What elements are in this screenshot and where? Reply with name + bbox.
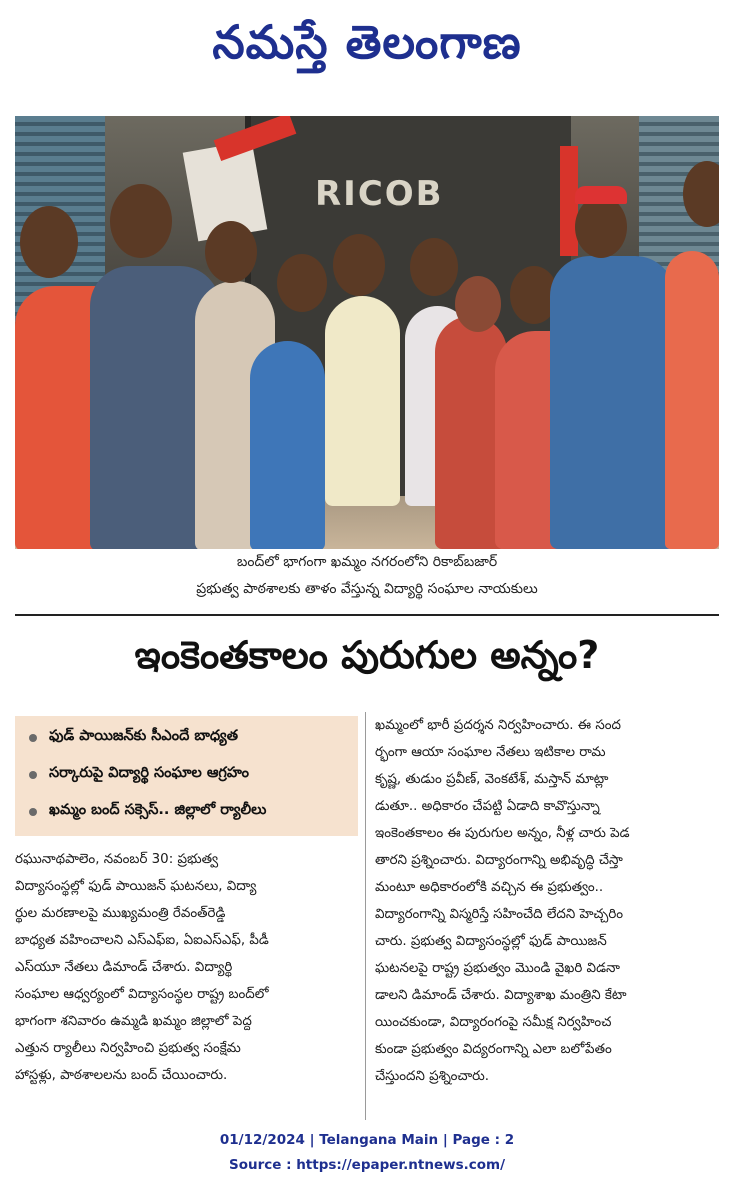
bullet-icon: [29, 734, 37, 742]
article-line: తారని ప్రశ్నించారు. విద్యారంగాన్ని అభివృద్ధి చేస్తా: [375, 853, 623, 868]
bullet-icon: [29, 771, 37, 779]
photo-person-head: [575, 196, 627, 258]
highlight-item: [29, 802, 266, 822]
highlight-text: ఖమ్మం బంద్ సక్సెస్.. జిల్లాలో ర్యాలీలు: [49, 802, 267, 818]
article-line: ఎస్‌యూ నేతలు డిమాండ్ చేశారు. విద్యార్థి: [15, 960, 233, 975]
article-line: డుతూ.. అధికారం చేపట్టి ఏడాది కావొస్తున్నా: [375, 799, 600, 814]
headline: [15, 614, 719, 704]
article-line: చేస్తుందని ప్రశ్నించారు.: [375, 1069, 490, 1084]
article-column-left: [15, 846, 360, 1089]
page-footer: [0, 1128, 734, 1178]
article-line: భాగంగా శనివారం ఉమ్మడి ఖమ్మం జిల్లాలో పెద్ద: [15, 1014, 252, 1029]
footer-source-link[interactable]: Source : https://epaper.ntnews.com/: [228, 1157, 506, 1173]
article-line: విద్యారంగాన్ని విస్మరిస్తే సహించేది లేదని హెచ్చరిం: [375, 907, 624, 922]
photo-gate-sign: RICOB: [315, 174, 444, 214]
highlight-item: [29, 765, 249, 785]
article-line: కృష్ణ, తుడుం ప్రవీణ్, వెంకటేశ్, మస్తాన్ మాట్లా: [375, 772, 609, 787]
article-line: డాలని డిమాండ్ చేశారు. విద్యాశాఖ మంత్రిని కేటా: [375, 988, 627, 1003]
article-line: బాధ్యత వహించాలని ఎస్‌ఎఫ్‌ఐ, ఏఐఎస్‌ఎఫ్, పీడీ: [15, 933, 269, 948]
photo-person-head: [455, 276, 501, 332]
masthead: [0, 0, 734, 96]
article-line: ఖమ్మంలో భారీ ప్రదర్శన నిర్వహించారు. ఈ సంద: [375, 718, 621, 733]
article-line: ఘటనలపై రాష్ట్ర ప్రభుత్వం మొండి వైఖరి విడనా: [375, 961, 620, 976]
article-line: ఎత్తున ర్యాలీలు నిర్వహించి ప్రభుత్వ సంక్షేమ: [15, 1041, 241, 1056]
photo-person: [325, 296, 400, 506]
bullet-icon: [29, 808, 37, 816]
article-line: మంటూ అధికారంలోకి వచ్చిన ఈ ప్రభుత్వం..: [375, 880, 604, 895]
highlight-text: సర్కారుపై విద్యార్థి సంఘాల ఆగ్రహం: [49, 765, 250, 781]
highlight-text: ఫుడ్ పాయిజన్‌కు సీఎందే బాధ్యత: [49, 728, 238, 744]
photo-person-head: [410, 238, 458, 296]
column-divider: [365, 712, 366, 1120]
photo-cap: [575, 186, 627, 204]
photo-person-head: [205, 221, 257, 283]
article-line: హాస్టళ్లు, పాఠశాలలను బంద్ చేయించారు.: [15, 1068, 228, 1083]
article-line: ర్థుల మరణాలపై ముఖ్యమంత్రి రేవంత్‌రెడ్డి: [15, 906, 226, 921]
footer-date-line: 01/12/2024 | Telangana Main | Page : 2: [219, 1132, 515, 1148]
photo-person-head: [277, 254, 327, 312]
article-line: ర్భంగా ఆయా సంఘాల నేతలు ఇటికాల రామ: [375, 745, 606, 760]
highlights-box: [15, 716, 358, 836]
masthead-title: నమస్తే తెలంగాణ: [212, 15, 522, 69]
headline-text: ఇంకెంతకాలం పురుగుల అన్నం?: [134, 633, 600, 677]
article-line: సంఘాల ఆధ్వర్యంలో విద్యాసంస్థల రాష్ట్ర బంద్‌లో: [15, 987, 269, 1002]
article-line: విద్యాసంస్థల్లో ఫుడ్ పాయిజన్ ఘటనలు, విద్యా: [15, 879, 257, 894]
article-line: కుండా ప్రభుత్వం విద్యరంగాన్ని ఎలా బలోపేతం: [375, 1042, 612, 1057]
article-line: యించకుండా, విద్యారంగంపై సమీక్ష నిర్వహించ: [375, 1015, 612, 1030]
article-line: రఘునాథపాలెం, నవంబర్ 30: ప్రభుత్వ: [15, 852, 219, 867]
caption-line: బంద్‌లో భాగంగా ఖమ్మం నగరంలోని రికాబ్‌బజార్: [236, 554, 498, 570]
article-line: ఇంకెంతకాలం ఈ పురుగుల అన్నం, నీళ్ల చారు పెడ: [375, 826, 630, 841]
photo-caption: [15, 549, 719, 603]
photo-person-head: [333, 234, 385, 296]
photo-banner: [250, 341, 325, 549]
photo-person: [665, 251, 719, 549]
photo-person-head: [110, 184, 172, 258]
highlight-item: [29, 728, 238, 748]
photo-person: [550, 256, 675, 549]
caption-line: ప్రభుత్వ పాఠశాలకు తాళం వేస్తున్న విద్యార్థి సంఘాల నాయకులు: [196, 581, 538, 597]
news-photo: [15, 116, 719, 549]
article-line: చారు. ప్రభుత్వ విద్యాసంస్థల్లో ఫుడ్ పాయిజన్: [375, 934, 607, 949]
photo-person-head: [20, 206, 78, 278]
article-column-right: [375, 712, 719, 1090]
